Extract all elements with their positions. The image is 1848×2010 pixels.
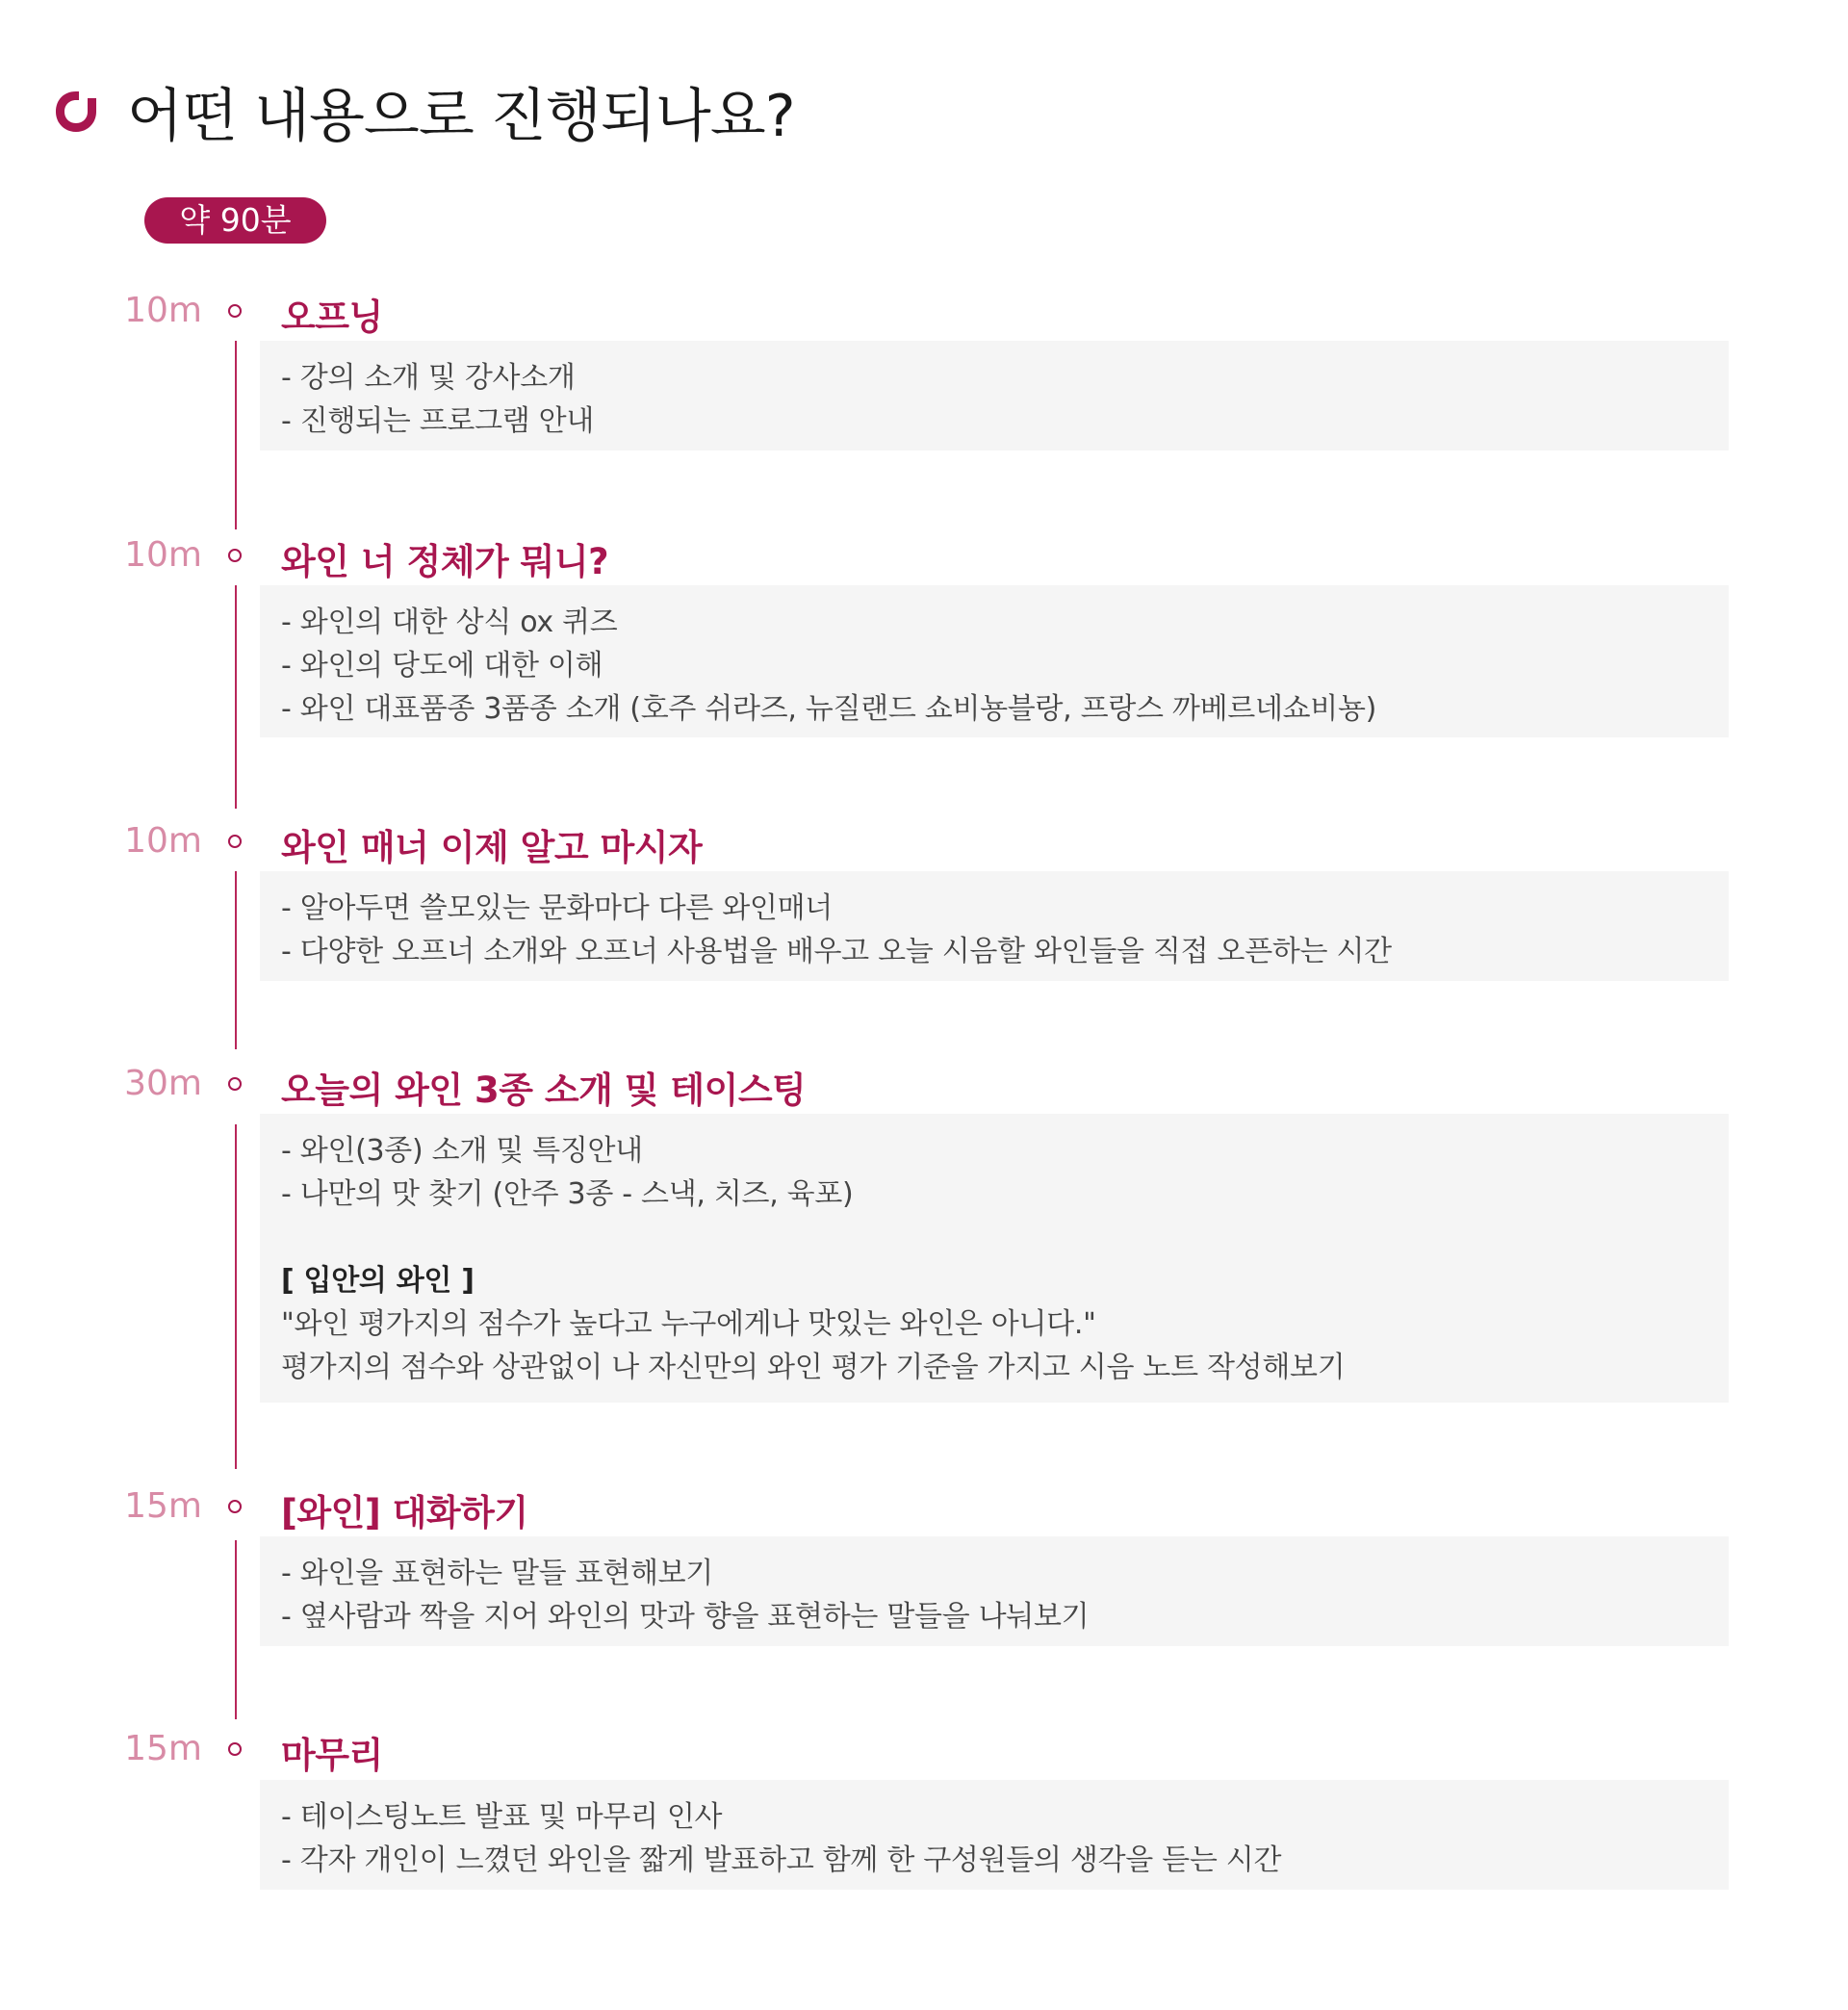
timeline-line <box>235 585 237 809</box>
description-line: - 진행되는 프로그램 안내 <box>281 404 595 438</box>
section-time: 10m <box>124 535 202 575</box>
description-line: - 다양한 오프너 소개와 오프너 사용법을 배우고 오늘 시음할 와인들을 직접 오픈하는 시간 <box>281 935 1392 968</box>
timeline-dot-icon <box>228 1500 242 1513</box>
timeline-dot-icon <box>228 304 242 318</box>
page-header <box>50 67 795 156</box>
section-title: 와인 매너 이제 알고 마시자 <box>281 827 703 868</box>
section-time: 10m <box>124 821 202 861</box>
description-line: - 와인의 당도에 대한 이해 <box>281 649 603 683</box>
timeline-dot-icon <box>228 549 242 562</box>
description-line: - 각자 개인이 느꼈던 와인을 짧게 발표하고 함께 한 구성원들의 생각을 듣는 시간 <box>281 1843 1282 1877</box>
timeline-line <box>235 1540 237 1719</box>
timeline-dot-icon <box>228 835 242 848</box>
timeline-line <box>235 1124 237 1469</box>
blank-line <box>281 1216 1729 1259</box>
description-line: - 와인(3종) 소개 및 특징안내 <box>281 1134 643 1168</box>
section-time: 15m <box>124 1729 202 1768</box>
description-line: 평가지의 점수와 상관없이 나 자신만의 와인 평가 기준을 가지고 시음 노트 작성해보기 <box>281 1351 1346 1384</box>
section-title: 오프닝 <box>281 296 383 338</box>
section-title: 마무리 <box>281 1735 383 1776</box>
description-line: - 와인 대표품종 3품종 소개 (호주 쉬라즈, 뉴질랜드 쇼비뇽블랑, 프랑스 까베르네쇼비뇽) <box>281 692 1377 726</box>
section-title: 오늘의 와인 3종 소개 및 테이스팅 <box>281 1069 807 1111</box>
section-time: 30m <box>124 1064 202 1103</box>
description-line: - 나만의 맛 찾기 (안주 3종 - 스낵, 치즈, 육포) <box>281 1177 854 1211</box>
section-title: [와인] 대화하기 <box>281 1492 528 1533</box>
section-description <box>260 1114 1729 1403</box>
page-title: 어떤 내용으로 진행되나요? <box>127 83 795 150</box>
description-line: - 와인의 대한 상식 ox 퀴즈 <box>281 606 618 639</box>
description-line: - 옆사람과 짝을 지어 와인의 맛과 향을 표현하는 말들을 나눠보기 <box>281 1600 1090 1634</box>
section-title: 와인 너 정체가 뭐니? <box>281 541 609 582</box>
timeline-line <box>235 341 237 529</box>
quote-line: "와인 평가지의 점수가 높다고 누구에게나 맛있는 와인은 아니다." <box>281 1307 1096 1341</box>
duration-badge: 약 90분 <box>144 197 326 244</box>
timeline-dot-icon <box>228 1077 242 1091</box>
section-description <box>260 871 1729 981</box>
section-description <box>260 1780 1729 1890</box>
section-description <box>260 341 1729 451</box>
timeline-dot-icon <box>228 1742 242 1756</box>
timeline-line <box>235 871 237 1049</box>
ring-logo-icon <box>50 86 102 138</box>
section-description <box>260 585 1729 737</box>
section-time: 15m <box>124 1486 202 1526</box>
description-line: - 테이스팅노트 발표 및 마무리 인사 <box>281 1800 723 1834</box>
subsection-heading: [ 입안의 와인 ] <box>281 1264 475 1298</box>
description-line: - 강의 소개 및 강사소개 <box>281 361 576 395</box>
section-time: 10m <box>124 291 202 330</box>
section-description <box>260 1536 1729 1646</box>
description-line: - 알아두면 쓸모있는 문화마다 다른 와인매너 <box>281 891 833 925</box>
description-line: - 와인을 표현하는 말들 표현해보기 <box>281 1557 713 1590</box>
